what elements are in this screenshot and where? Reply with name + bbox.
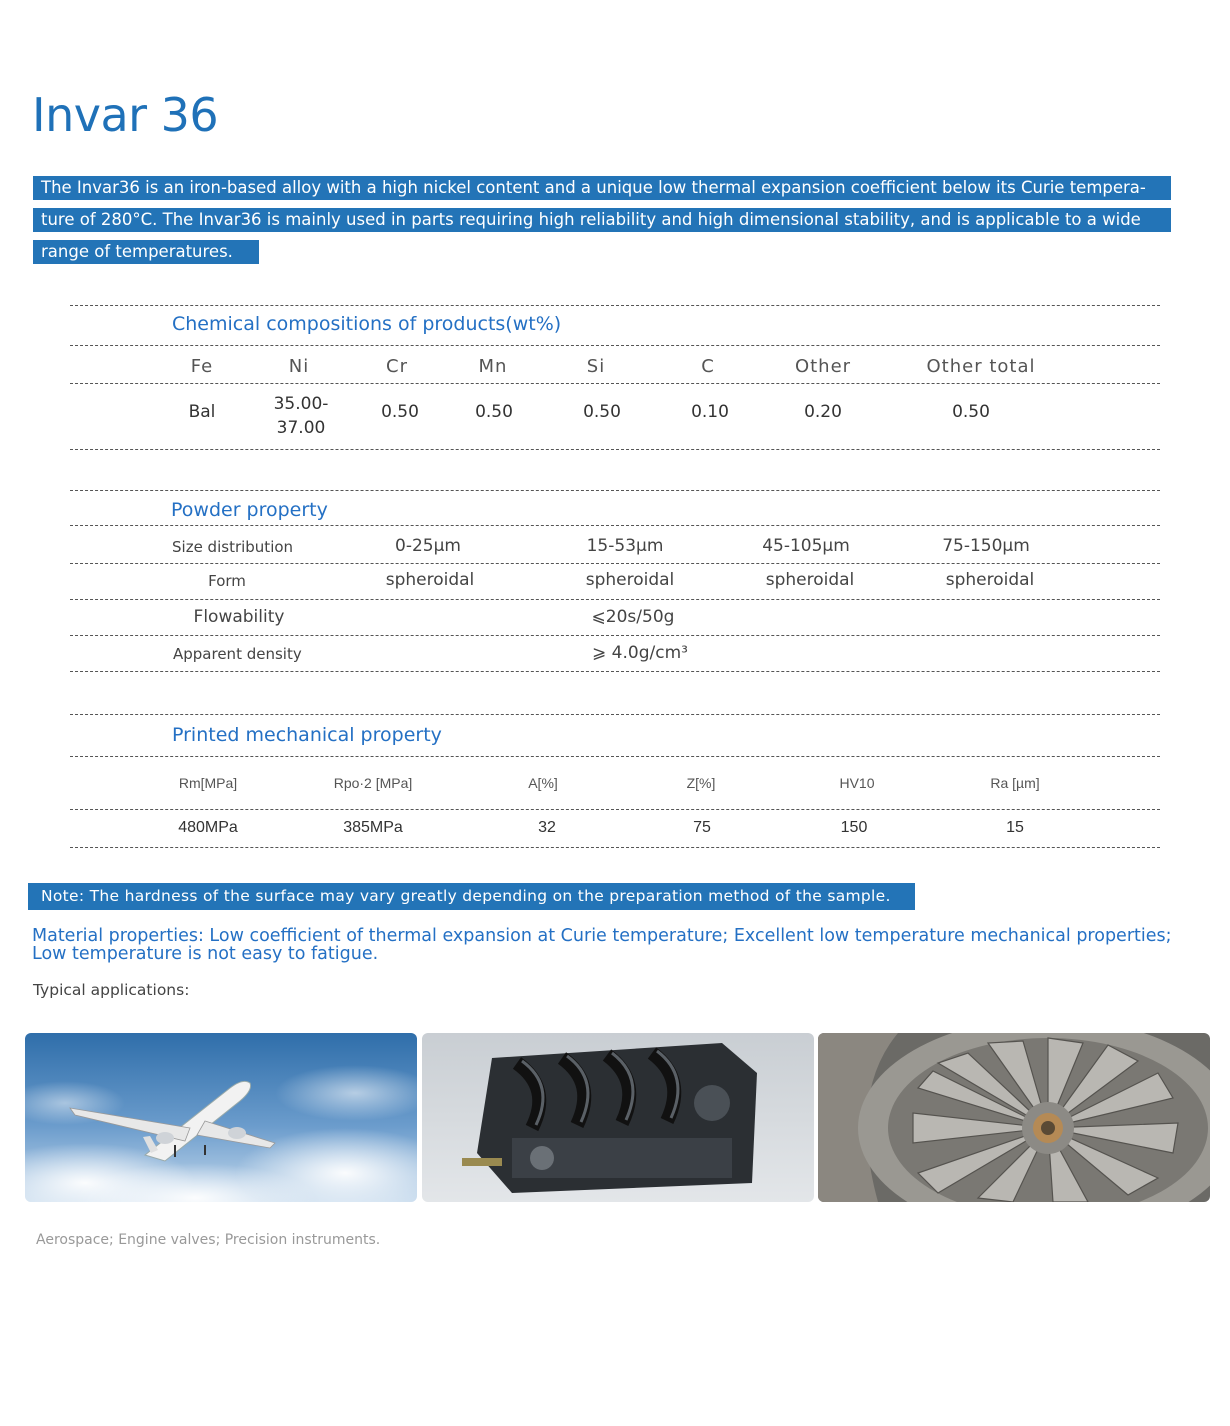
divider (70, 449, 1160, 450)
mech-header-ra: Ra [µm] (990, 775, 1040, 791)
chem-header-si: Si (586, 356, 606, 377)
chem-value-si: 0.50 (583, 402, 621, 422)
applications-caption: Aerospace; Engine valves; Precision instruments. (36, 1232, 381, 1248)
divider (70, 383, 1160, 384)
apparent-density-label: Apparent density (173, 645, 302, 663)
mechanical-section-title: Printed mechanical property (172, 724, 442, 746)
chem-header-cr: Cr (386, 356, 408, 377)
chem-value-other: 0.20 (804, 402, 842, 422)
form-label: Form (208, 572, 246, 590)
chem-value-c: 0.10 (691, 402, 729, 422)
chem-value-other-total: 0.50 (952, 402, 990, 422)
page-title: Invar 36 (32, 88, 219, 142)
apparent-density-value: ⩾ 4.0g/cm³ (592, 643, 688, 663)
divider (70, 345, 1160, 346)
intro-line-3: range of temperatures. (33, 240, 259, 264)
divider (70, 525, 1160, 526)
impeller-photo (818, 1033, 1210, 1202)
divider (70, 809, 1160, 810)
chem-header-fe: Fe (190, 356, 214, 377)
divider (70, 671, 1160, 672)
chem-value-ni (274, 392, 329, 440)
material-properties: Material properties: Low coefficient of thermal expansion at Curie temperature; Excellent low temperature mechanical properties; Low temperature is not easy to fatigue. (32, 926, 1172, 964)
size-distribution-label: Size distribution (172, 538, 294, 556)
divider (70, 847, 1160, 848)
mech-value-a: 32 (538, 819, 556, 836)
form-value-1: spheroidal (385, 570, 475, 590)
size-value-1: 0-25µm (395, 536, 461, 556)
mech-value-rm: 480MPa (178, 819, 238, 836)
divider (70, 714, 1160, 715)
mech-header-rp02: Rpo·2 [MPa] (333, 775, 413, 791)
mech-header-z: Z[%] (686, 775, 716, 791)
form-value-4: spheroidal (945, 570, 1035, 590)
mech-header-rm: Rm[MPa] (178, 775, 238, 791)
mech-header-hv10: HV10 (839, 775, 875, 791)
mech-value-z: 75 (693, 819, 711, 836)
divider (70, 490, 1160, 491)
form-value-2: spheroidal (585, 570, 675, 590)
flowability-label: Flowability (193, 607, 285, 627)
engine-photo (422, 1033, 814, 1202)
size-value-4: 75-150µm (942, 536, 1030, 556)
divider (70, 599, 1160, 600)
intro-line-2: ture of 280°C. The Invar36 is mainly used in parts requiring high reliability and high dimensional stability, and is applicable to a wide (33, 208, 1171, 232)
flowability-value: ⩽20s/50g (591, 607, 675, 627)
chem-value-cr: 0.50 (381, 402, 419, 422)
hardness-note: Note: The hardness of the surface may vary greatly depending on the preparation method of the sample. (28, 883, 915, 910)
divider (70, 563, 1160, 564)
chem-header-mn: Mn (478, 356, 508, 377)
divider (70, 635, 1160, 636)
engine-illustration (422, 1033, 814, 1202)
chem-value-mn: 0.50 (475, 402, 513, 422)
chem-header-other-total: Other total (926, 356, 1036, 377)
size-value-2: 15-53µm (586, 536, 664, 556)
mech-value-rp02: 385MPa (343, 819, 403, 836)
mech-value-ra: 15 (1006, 819, 1024, 836)
typical-applications-label: Typical applications: (33, 981, 190, 999)
chem-value-ni-line2: 37.00 (276, 418, 326, 438)
size-value-3: 45-105µm (762, 536, 850, 556)
airplane-photo (25, 1033, 417, 1202)
chem-value-ni-line1: 35.00- (273, 394, 329, 414)
mech-value-hv10: 150 (840, 819, 868, 836)
chem-value-fe: Bal (188, 402, 216, 422)
chemical-section-title: Chemical compositions of products(wt%) (172, 313, 562, 335)
chem-header-other: Other (794, 356, 852, 377)
mech-header-a: A[%] (528, 775, 558, 791)
divider (70, 305, 1160, 306)
impeller-illustration (818, 1033, 1210, 1202)
airplane-illustration (25, 1033, 417, 1202)
chem-header-c: C (701, 356, 715, 377)
powder-section-title: Powder property (171, 499, 328, 521)
divider (70, 756, 1160, 757)
form-value-3: spheroidal (765, 570, 855, 590)
chem-header-ni: Ni (288, 356, 310, 377)
intro-line-1: The Invar36 is an iron-based alloy with a high nickel content and a unique low thermal expansion coefficient below its Curie tempera- (33, 176, 1171, 200)
